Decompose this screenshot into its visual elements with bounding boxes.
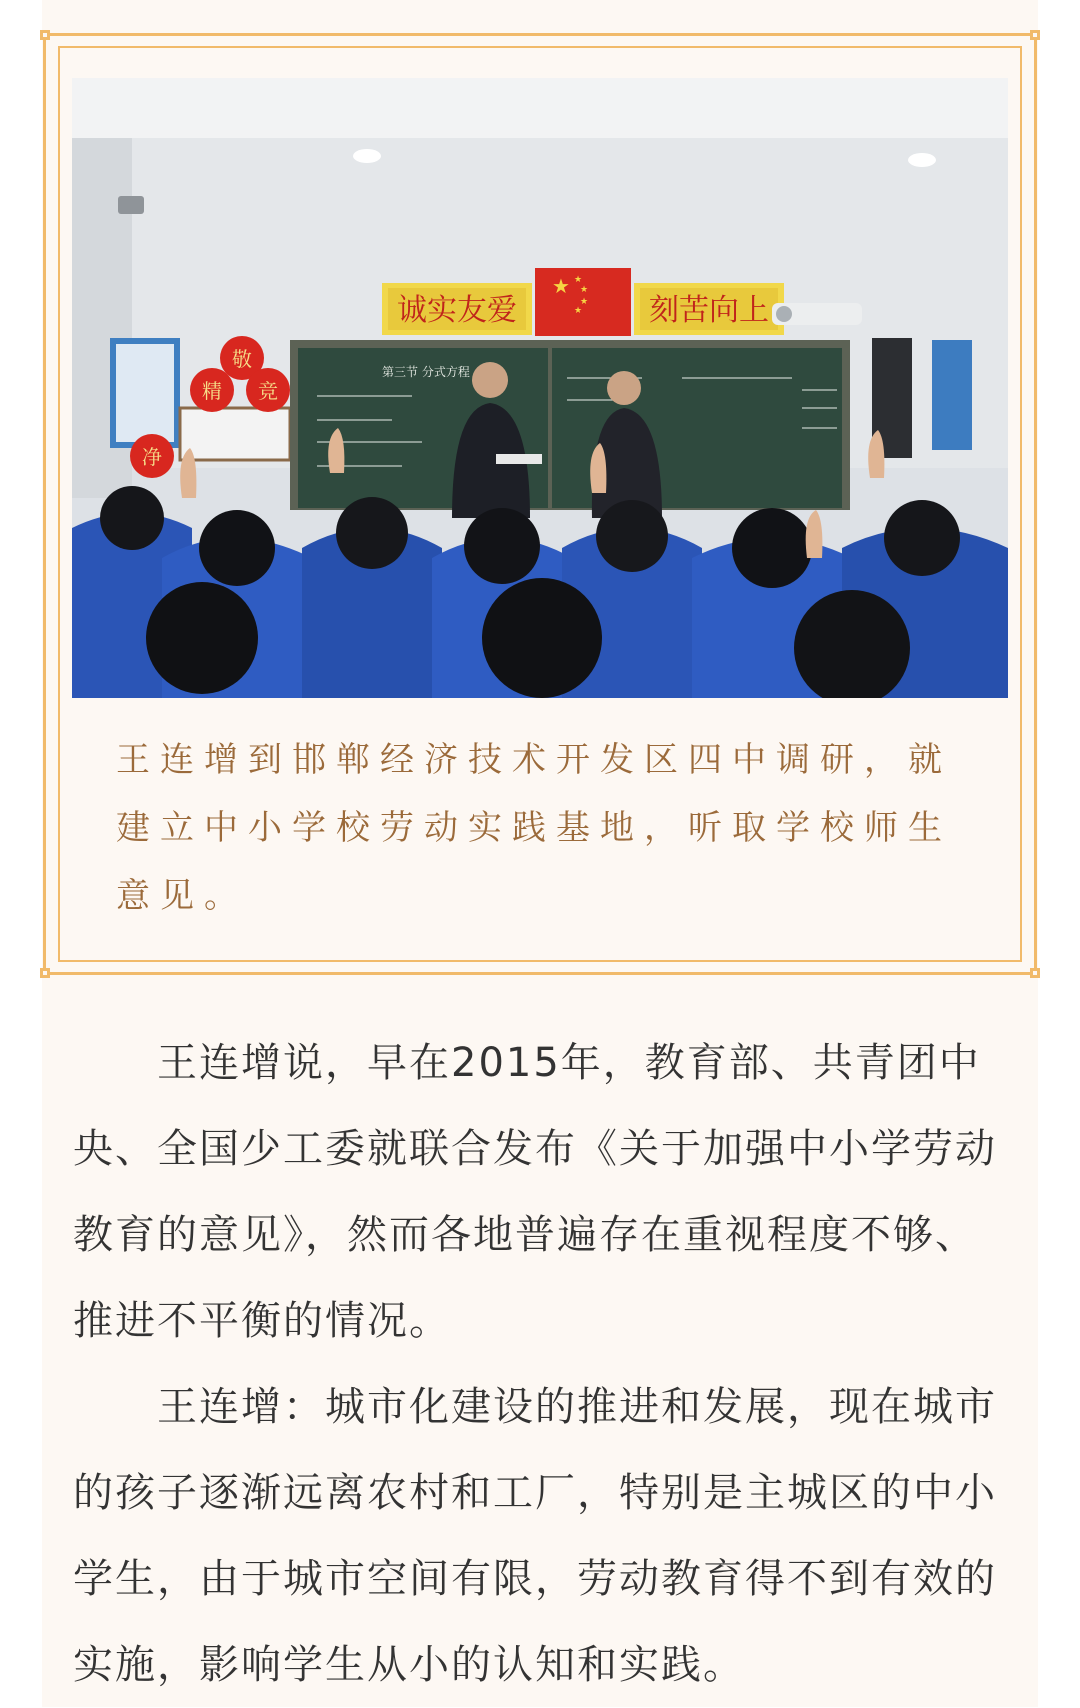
classroom-photo <box>72 78 1008 698</box>
article-body <box>73 1020 1007 1708</box>
svg-text:竞: 竞 <box>258 379 278 403</box>
frame-corner-ornament <box>40 968 50 978</box>
svg-text:★: ★ <box>574 306 583 316</box>
frame-corner-ornament <box>40 30 50 40</box>
paragraph: 王连增说，早在2015年，教育部、共青团中央、全国少工委就联合发布《关于加强中小学劳动教育的意见》，然而各地普遍存在重视程度不够、推进不平衡的情况。 <box>73 1040 997 1344</box>
svg-text:净: 净 <box>142 445 162 469</box>
banner-right-text: 刻苦向上 <box>649 293 769 328</box>
frame-corner-ornament <box>1030 30 1040 40</box>
paragraph: 王连增：城市化建设的推进和发展，现在城市的孩子逐渐远离农村和工厂，特别是主城区的中小学生，由于城市空间有限，劳动教育得不到有效的实施，影响学生从小的认知和实践。 <box>73 1384 997 1688</box>
svg-text:★: ★ <box>574 275 583 285</box>
banner-left-text: 诚实友爱 <box>397 293 517 328</box>
svg-text:★: ★ <box>580 297 589 307</box>
svg-text:★: ★ <box>580 285 589 295</box>
frame-corner-ornament <box>1030 968 1040 978</box>
svg-text:★: ★ <box>552 274 570 298</box>
chalkboard-title: 第三节 分式方程 <box>382 365 470 379</box>
svg-text:精: 精 <box>202 379 222 403</box>
photo-caption: 王连增到邯郸经济技术开发区四中调研，就建立中小学校劳动实践基地，听取学校师生意见。 <box>116 740 952 916</box>
svg-text:敬: 敬 <box>232 347 252 371</box>
